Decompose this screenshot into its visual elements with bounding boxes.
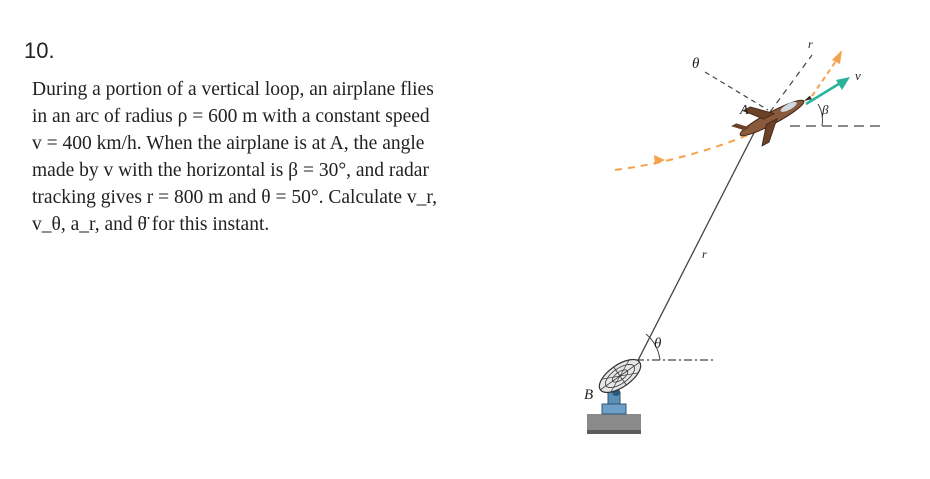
r-direction-arrowhead [832, 50, 842, 64]
problem-line-2: in an arc of radius ρ = 600 m with a constant speed [32, 106, 430, 127]
label-r-top: r [808, 37, 813, 51]
theta-direction-dashed [705, 72, 768, 110]
label-beta: β [822, 102, 829, 117]
r-direction-vector [812, 58, 838, 96]
problem-line-3: v = 400 km/h. When the airplane is at A, the angle [32, 133, 425, 154]
radar-dish-icon [587, 353, 646, 434]
label-theta-bottom: θ [654, 336, 662, 352]
problem-line-4: made by v with the horizontal is β = 30°, and radar [32, 160, 429, 181]
r-line [628, 125, 758, 380]
velocity-vector [806, 82, 842, 104]
label-A: A [740, 103, 749, 118]
label-v: v [855, 68, 861, 83]
label-theta-top: θ [692, 56, 700, 72]
problem-line-1: During a portion of a vertical loop, an airplane flies [32, 79, 434, 100]
label-B: B [584, 387, 594, 403]
problem-line-6: v_θ, a_r, and θ̈ for this instant. [32, 214, 270, 235]
problem-line-5: tracking gives r = 800 m and θ = 50°. Calculate v_r, [32, 187, 437, 208]
flight-path-arrow [654, 155, 665, 165]
problem-number: 10. [24, 38, 55, 63]
label-r-mid: r [702, 247, 707, 261]
